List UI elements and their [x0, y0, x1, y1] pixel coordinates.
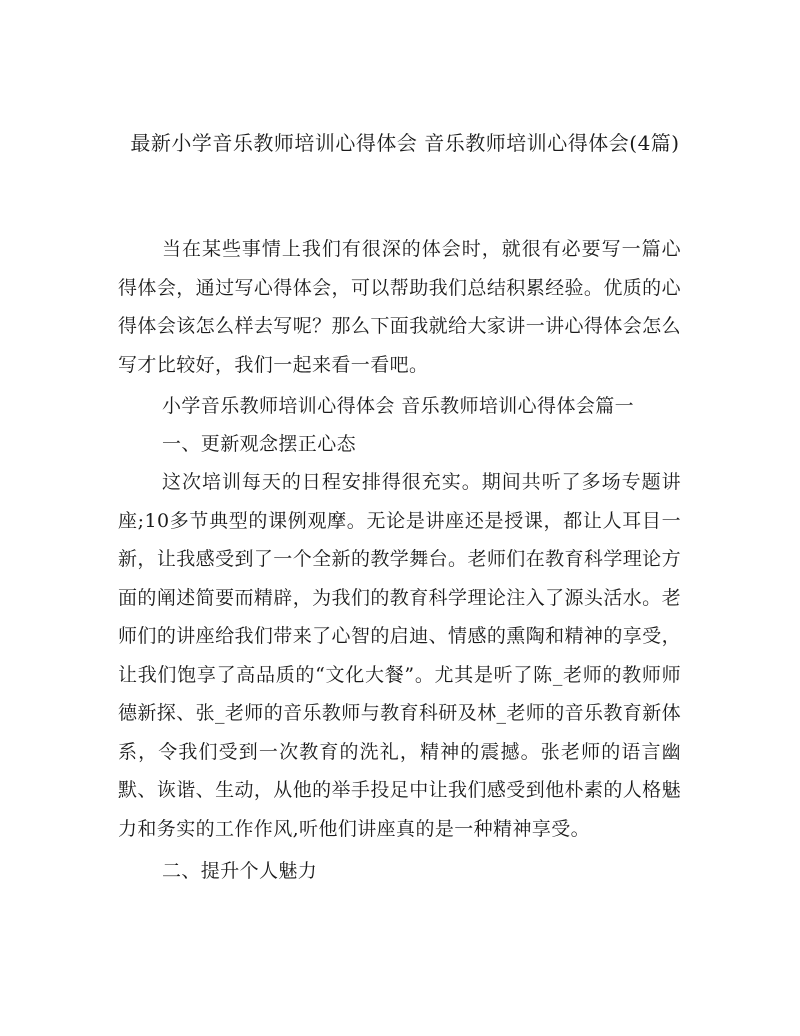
- section-2-heading: 二、提升个人魅力: [162, 860, 318, 882]
- section-1-paragraph: 这次培训每天的日程安排得很充实。期间共听了多场专题讲座;10多节典型的课例观摩。无论是讲座还是授课，都让人耳目一新，让我感受到了一个全新的教学舞台。老师们在教育科学理论方面的阐述简要而精辟，为我们的教育科学理论注入了源头活水。老师们的讲座给我们带来了心智的启迪、情感的熏陶和精神的享受，让我们饱享了高品质的“文化大餐”。尤其是听了陈_老师的教师师德新探、张_老师的音乐教师与教育科研及林_老师的音乐教育新体系，令我们受到一次教育的洗礼，精神的震撼。张老师的语言幽默、诙谐、生动，从他的举手投足中让我们感受到他朴素的人格魅力和务实的工作作风,听他们讲座真的是一种精神享受。: [118, 471, 682, 840]
- article-heading: 小学音乐教师培训心得体会 音乐教师培训心得体会篇一: [162, 395, 635, 417]
- document-title: 最新小学音乐教师培训心得体会 音乐教师培训心得体会(4篇): [130, 131, 680, 155]
- intro-paragraph: 当在某些事情上我们有很深的体会时，就很有必要写一篇心得体会，通过写心得体会，可以帮助我们总结积累经验。优质的心得体会该怎么样去写呢？那么下面我就给大家讲一讲心得体会怎么写才比较好，我们一起来看一看吧。: [118, 238, 681, 376]
- section-1-heading: 一、更新观念摆正心态: [162, 433, 357, 455]
